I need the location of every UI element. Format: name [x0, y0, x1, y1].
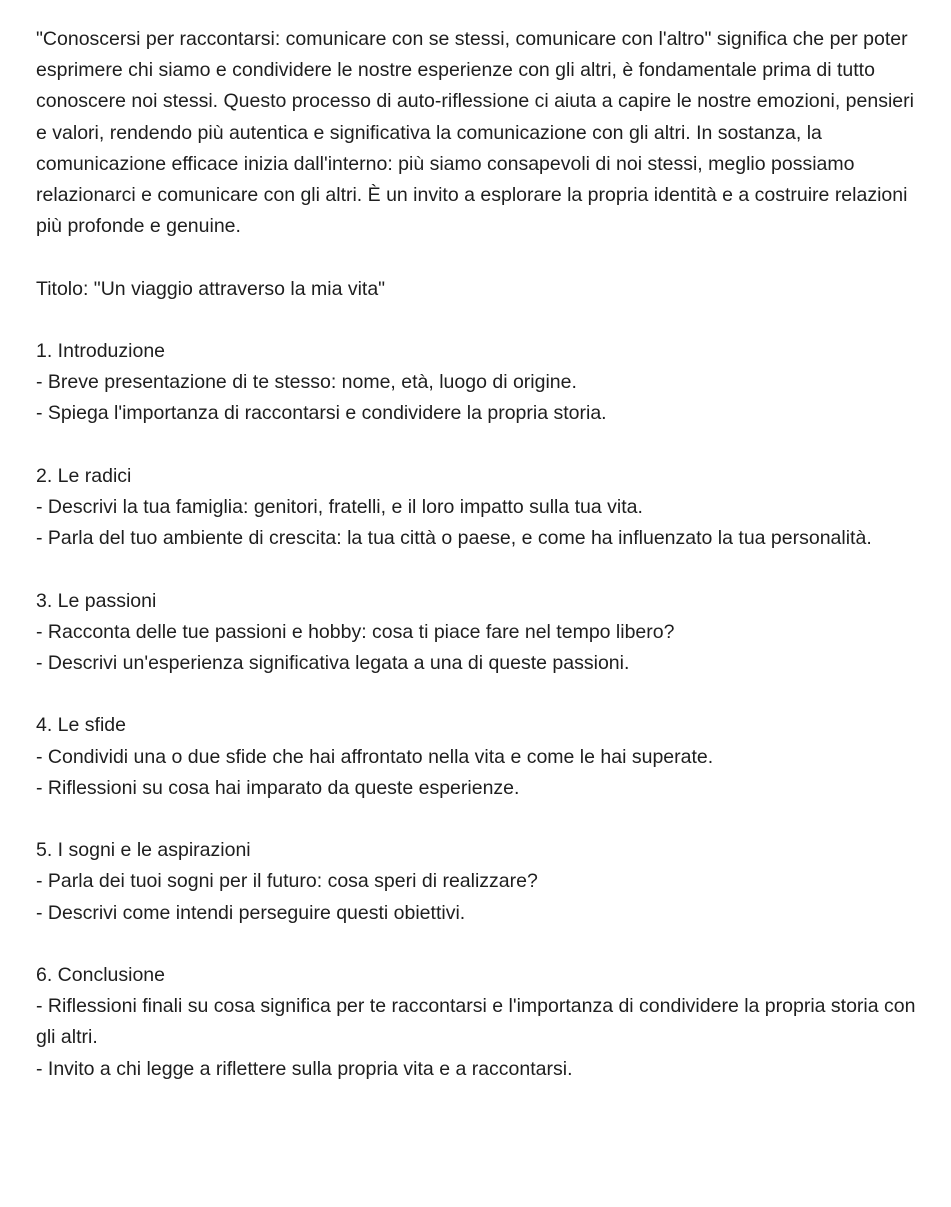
- section-heading: 2. Le radici: [36, 464, 132, 487]
- section-heading: 5. I sogni e le aspirazioni: [36, 839, 251, 862]
- spacer: [36, 929, 916, 960]
- spacer: [36, 242, 916, 273]
- section-item: - Riflessioni finali su cosa significa per te raccontarsi e l'importanza di condividere la propria storia con gli altri.: [36, 995, 916, 1049]
- section-item: - Descrivi come intendi perseguire questi obiettivi.: [36, 901, 466, 924]
- section-heading: 3. Le passioni: [36, 589, 157, 612]
- section-conclusione: [36, 960, 916, 1085]
- section-heading: 4. Le sfide: [36, 714, 126, 737]
- section-sogni: [36, 835, 916, 929]
- section-item: - Condividi una o due sfide che hai affrontato nella vita e come le hai superate.: [36, 745, 714, 768]
- intro-paragraph: "Conoscersi per raccontarsi: comunicare con se stessi, comunicare con l'altro" significa che per poter esprimere chi siamo e condividere le nostre esperienze con gli altri, è fondamentale prima di tutto conoscere noi stessi. Questo processo di auto-riflessione ci aiuta a capire le nostre emozioni, pensieri e valori, rendendo più autentica e significativa la comunicazione con gli altri. In sostanza, la comunicazione efficace inizia dall'interno: più siamo consapevoli di noi stessi, meglio possiamo relazionarci e comunicare con gli altri. È un invito a esplorare la propria identità e a costruire relazioni più profonde e genuine.: [36, 28, 914, 238]
- section-item: - Parla del tuo ambiente di crescita: la tua città o paese, e come ha influenzato la tua personalità.: [36, 527, 872, 550]
- section-item: - Invito a chi legge a riflettere sulla propria vita e a raccontarsi.: [36, 1057, 573, 1080]
- section-item: - Parla dei tuoi sogni per il futuro: cosa speri di realizzare?: [36, 870, 538, 893]
- spacer: [36, 554, 916, 585]
- section-item: - Riflessioni su cosa hai imparato da queste esperienze.: [36, 776, 520, 799]
- section-introduzione: [36, 336, 916, 430]
- document-title: Titolo: "Un viaggio attraverso la mia vita": [36, 277, 386, 300]
- spacer: [36, 679, 916, 710]
- section-item: - Breve presentazione di te stesso: nome, età, luogo di origine.: [36, 371, 577, 394]
- section-heading: 6. Conclusione: [36, 963, 165, 986]
- section-item: - Descrivi la tua famiglia: genitori, fratelli, e il loro impatto sulla tua vita.: [36, 496, 643, 518]
- spacer: [36, 305, 916, 336]
- section-passioni: [36, 586, 916, 680]
- section-item: - Racconta delle tue passioni e hobby: cosa ti piace fare nel tempo libero?: [36, 620, 675, 643]
- section-radici: [36, 461, 916, 555]
- section-item: - Descrivi un'esperienza significativa legata a una di queste passioni.: [36, 652, 630, 674]
- section-item: - Spiega l'importanza di raccontarsi e condividere la propria storia.: [36, 402, 607, 425]
- spacer: [36, 430, 916, 461]
- section-sfide: [36, 710, 916, 804]
- document-body: [36, 24, 916, 1085]
- spacer: [36, 804, 916, 835]
- section-heading: 1. Introduzione: [36, 340, 166, 362]
